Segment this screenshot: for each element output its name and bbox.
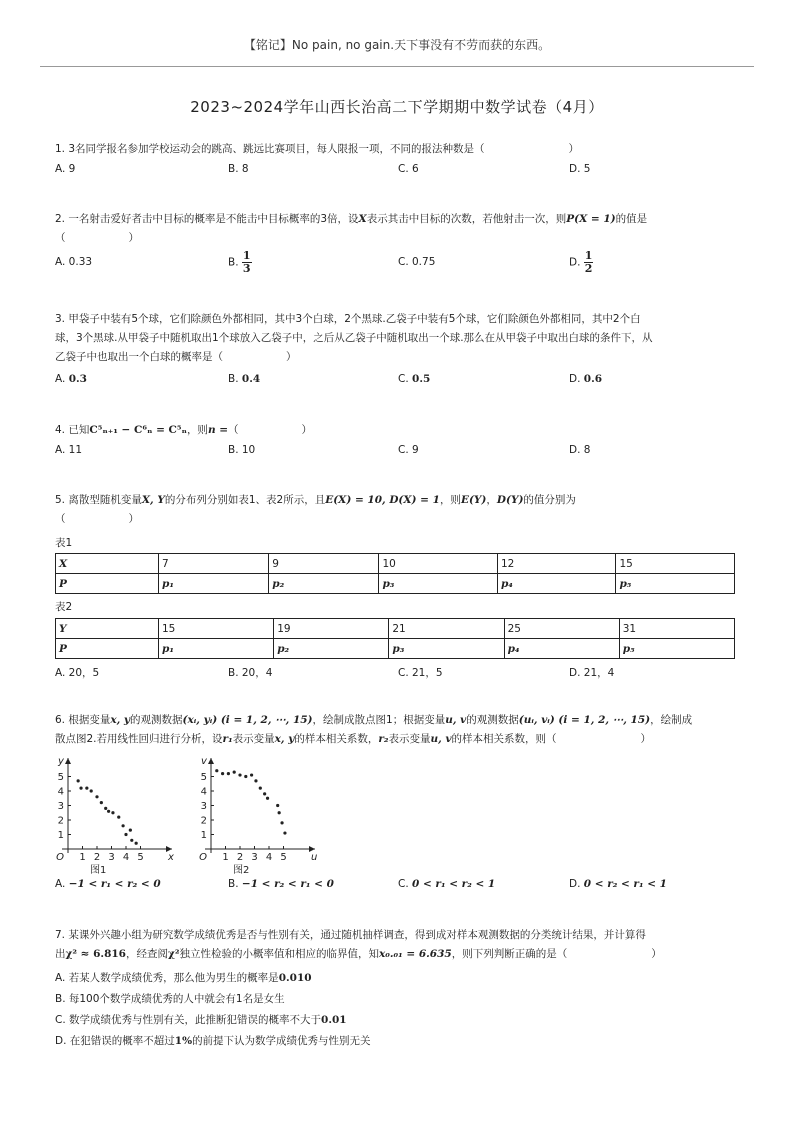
table-cell: p₄ [497, 574, 616, 594]
option-d[interactable]: D. 21，4 [569, 667, 615, 679]
x-tick-label: 1 [222, 852, 229, 863]
q4-expr-2: n = [207, 424, 229, 436]
question-4-options [55, 444, 745, 464]
question-7-text [55, 926, 745, 964]
y-tick-label: 3 [200, 801, 207, 812]
table-cell: p₂ [274, 639, 389, 659]
data-point [250, 773, 253, 776]
q5-text-a: 5. 离散型随机变量 [55, 494, 142, 506]
y-tick-label: 5 [57, 772, 64, 783]
fraction-den: 2 [584, 262, 593, 275]
data-point [129, 829, 132, 832]
option-text: 的前提下认为数学成绩优秀与性别无关 [192, 1035, 371, 1047]
table-cell: P [56, 639, 159, 659]
option-value: 0.5 [412, 373, 431, 385]
question-2-options [55, 249, 745, 276]
option-a[interactable] [55, 968, 745, 989]
table-cell: 7 [159, 554, 269, 574]
q6-math: x, y [110, 714, 131, 726]
q7-text: 独立性检验的小概率值和相应的临界值，知 [179, 948, 380, 960]
q5-expr-2: E(Y) [460, 494, 487, 506]
data-point [124, 833, 127, 836]
option-a[interactable]: A. 9 [55, 163, 76, 175]
option-value: 0.6 [583, 373, 603, 385]
q6-math: (xᵢ, yᵢ) (i = 1, 2, ⋯, 15) [182, 714, 313, 726]
table-cell: p₂ [269, 574, 379, 594]
question-5-text [55, 491, 745, 529]
q4-text-c: （ ） [228, 424, 313, 436]
y-axis-label: y [58, 756, 64, 767]
option-d[interactable]: D. 8 [569, 444, 591, 456]
data-point [122, 824, 125, 827]
x-tick-label: 5 [137, 852, 144, 863]
option-prefix: A. [55, 878, 66, 890]
x-tick-label: 2 [93, 852, 101, 863]
option-value: −1 < r₂ < r₁ < 0 [241, 878, 334, 890]
option-c[interactable] [398, 373, 430, 385]
x-tick-label: 4 [265, 852, 273, 863]
x-tick-label: 3 [251, 852, 258, 863]
data-point [95, 795, 98, 798]
q7-text: ，经查阅 [126, 948, 168, 960]
data-point [90, 789, 93, 792]
option-a[interactable]: A. 20，5 [55, 667, 100, 679]
question-6-options [55, 878, 745, 898]
option-prefix: B. [228, 878, 239, 890]
question-1-text: 1. 3名同学报名参加学校运动会的跳高、跳远比赛项目，每人限报一项，不同的报法种数是（ ） [55, 143, 580, 155]
scatter-plot-2 [195, 752, 323, 876]
table-row [56, 639, 735, 659]
q2-text-a: 2. 一名射击爱好者击中目标的概率是不能击中目标概率的3倍，设 [55, 213, 359, 225]
option-a[interactable]: A. 11 [55, 444, 83, 456]
table-cell: 31 [619, 619, 734, 639]
option-prefix: D. [569, 878, 581, 890]
x-tick-label: 4 [122, 852, 130, 863]
data-point [263, 792, 266, 795]
option-c[interactable]: C. 21，5 [398, 667, 443, 679]
option-c[interactable]: C. 9 [398, 444, 419, 456]
data-point [77, 779, 80, 782]
table-row [56, 554, 735, 574]
q6-text: 的观测数据 [466, 714, 519, 726]
scatter-plot-1 [52, 752, 180, 876]
figure-caption: 图2 [233, 865, 250, 876]
y-tick-label: 5 [200, 772, 207, 783]
q5-text-c: ，则 [439, 494, 461, 506]
table-cell: p₁ [159, 574, 269, 594]
option-b-fraction [242, 250, 252, 275]
table-cell: p₃ [389, 639, 504, 659]
data-point [280, 821, 283, 824]
q2-text-b: 表示其击中目标的次数，若他射击一次，则 [366, 213, 567, 225]
data-point [135, 842, 138, 845]
q6-math: x, y [274, 733, 295, 745]
q4-text-a: 4. 已知 [55, 424, 90, 436]
q2-var: X [358, 213, 367, 225]
q6-math: r₁ [222, 733, 233, 745]
data-point [254, 779, 257, 782]
y-tick-label: 2 [200, 815, 207, 827]
option-text: A. 若某人数学成绩优秀，那么他为男生的概率是 [55, 972, 279, 984]
x-tick-label: 5 [280, 852, 287, 863]
option-d[interactable] [569, 878, 667, 890]
option-a[interactable]: A. 0.33 [55, 256, 93, 268]
question-2-text [55, 210, 745, 248]
q7-line-1: 7. 某课外兴趣小组为研究数学成绩优秀是否与性别有关，通过随机抽样调查，得到成对样本观测数据的分类统计结果，并计算得 [55, 929, 646, 941]
option-b[interactable] [228, 878, 334, 890]
table-cell: 12 [497, 554, 616, 574]
q6-math: (uᵢ, vᵢ) (i = 1, 2, ⋯, 15) [518, 714, 651, 726]
origin-label: O [56, 852, 64, 863]
q6-text: ，绘制成散点图1；根据变量 [312, 714, 446, 726]
option-d-prefix: D. [569, 256, 581, 269]
table-cell: 19 [274, 619, 389, 639]
table-cell: Y [56, 619, 159, 639]
q6-math: u, v [445, 714, 467, 726]
q5-sep: ， [486, 494, 497, 506]
table-cell: p₄ [504, 639, 619, 659]
table-cell: 9 [269, 554, 379, 574]
x-tick-label: 2 [236, 852, 244, 863]
table-cell: P [56, 574, 159, 594]
q6-text: ，绘制成 [650, 714, 693, 726]
table-cell: p₃ [379, 574, 498, 594]
question-5-options [55, 665, 745, 685]
table-1 [55, 553, 735, 594]
q6-text: 6. 根据变量 [55, 714, 111, 726]
option-math: 1% [174, 1035, 193, 1047]
option-b[interactable]: B. 8 [228, 163, 249, 175]
table-cell: X [56, 554, 159, 574]
option-prefix: B. [228, 373, 239, 385]
q6-text: 表示变量 [388, 733, 431, 745]
y-axis-label: v [201, 756, 207, 767]
y-axis-arrow [208, 758, 214, 764]
q6-math: u, v [430, 733, 452, 745]
option-prefix: A. [55, 373, 66, 385]
question-7-options [55, 968, 745, 1052]
data-point [117, 816, 120, 819]
data-point [244, 775, 247, 778]
data-point [276, 804, 279, 807]
option-prefix: C. [398, 373, 409, 385]
y-tick-label: 4 [200, 786, 207, 798]
q7-text: ，则下列判断正确的是（ ） [451, 948, 662, 960]
q2-text-c: 的值是 [615, 213, 648, 225]
option-math: 0.01 [321, 1014, 347, 1026]
x-tick-label: 3 [108, 852, 115, 863]
option-value: −1 < r₁ < r₂ < 0 [68, 878, 161, 890]
table-1-label: 表1 [55, 537, 73, 549]
option-prefix: C. [398, 878, 409, 890]
option-a[interactable] [55, 878, 161, 890]
q6-math: r₂ [378, 733, 389, 745]
q7-math: χ² ≈ 6.816 [65, 948, 126, 960]
q5-vars: X, Y [141, 494, 165, 506]
option-b[interactable]: B. 20，4 [228, 667, 273, 679]
data-point [221, 772, 224, 775]
x-axis-label: u [311, 852, 318, 863]
data-point [233, 771, 236, 774]
data-point [111, 811, 114, 814]
q3-line-3: 乙袋子中也取出一个白球的概率是（ ） [55, 351, 297, 363]
data-point [215, 769, 218, 772]
q5-expr-3: D(Y) [496, 494, 524, 506]
option-text: D. 在犯错误的概率不超过 [55, 1035, 175, 1047]
q7-math: x₀.₀₁ = 6.635 [379, 948, 452, 960]
q3-line-2: 球，3个黑球.从甲袋子中随机取出1个球放入乙袋子中，之后从乙袋子中随机取出一个球.那么在从甲袋子中取出白球的条件下，从 [55, 332, 653, 344]
question-3-text [55, 310, 745, 367]
header-divider [40, 66, 754, 67]
x-axis-label: x [168, 852, 174, 863]
option-d[interactable] [55, 1031, 745, 1052]
option-d[interactable]: D. 5 [569, 163, 591, 175]
option-b[interactable]: B. 10 [228, 444, 256, 456]
data-point [278, 811, 281, 814]
q6-text: 散点图2.若用线性回归进行分析，设 [55, 733, 223, 745]
y-tick-label: 1 [200, 830, 207, 841]
table-cell: 21 [389, 619, 504, 639]
option-d[interactable] [569, 373, 602, 385]
data-point [130, 839, 133, 842]
question-1-options [55, 163, 745, 183]
data-point [79, 787, 82, 790]
data-point [283, 831, 286, 834]
data-point [104, 807, 107, 810]
table-cell: p₅ [619, 639, 734, 659]
y-tick-label: 2 [57, 815, 64, 827]
table-row [56, 574, 735, 594]
y-tick-label: 3 [57, 801, 64, 812]
option-d-fraction [584, 250, 594, 275]
data-point [100, 801, 103, 804]
fraction-num: 1 [242, 249, 251, 262]
option-a[interactable] [55, 373, 87, 385]
table-row [56, 619, 735, 639]
fraction-num: 1 [584, 249, 593, 262]
q7-math: χ² [168, 948, 180, 960]
option-c[interactable]: C. 6 [398, 163, 419, 175]
page-title: 2023~2024学年山西长治高二下学期期中数学试卷（4月） [190, 98, 604, 116]
data-point [238, 773, 241, 776]
option-c[interactable]: C. 0.75 [398, 256, 436, 268]
table-cell: 15 [159, 619, 274, 639]
table-cell: 25 [504, 619, 619, 639]
q6-text: 的样本相关系数，则（ ） [451, 733, 652, 745]
option-c[interactable] [398, 878, 495, 890]
q6-text: 的观测数据 [130, 714, 183, 726]
table-2 [55, 618, 735, 659]
option-d[interactable] [569, 250, 593, 275]
option-b-prefix: B. [228, 256, 239, 269]
option-b[interactable] [228, 250, 252, 275]
data-point [107, 810, 110, 813]
q5-paren: （ ） [55, 513, 139, 525]
option-c[interactable] [55, 1010, 745, 1031]
option-b[interactable] [228, 373, 260, 385]
option-value: 0 < r₁ < r₂ < 1 [412, 878, 496, 890]
q5-text-d: 的值分别为 [523, 494, 576, 506]
table-cell: 10 [379, 554, 498, 574]
q6-text: 的样本相关系数， [294, 733, 379, 745]
table-cell: p₁ [159, 639, 274, 659]
q4-text-b: ，则 [186, 424, 208, 436]
q3-line-1: 3. 甲袋子中装有5个球，它们除颜色外都相同，其中3个白球，2个黑球.乙袋子中装有5个球，它们除颜色外都相同，其中2个白 [55, 313, 641, 325]
y-tick-label: 4 [57, 786, 64, 798]
question-6-text [55, 711, 745, 749]
option-value: 0.3 [68, 373, 87, 385]
option-b[interactable]: B. 每100个数学成绩优秀的人中就会有1名是女生 [55, 993, 285, 1005]
question-4-text [55, 421, 745, 440]
y-tick-label: 1 [57, 830, 64, 841]
x-tick-label: 1 [79, 852, 86, 863]
option-value: 0.4 [241, 373, 261, 385]
q6-text: 表示变量 [232, 733, 275, 745]
y-axis-arrow [65, 758, 71, 764]
data-point [85, 787, 88, 790]
table-2-label: 表2 [55, 601, 73, 613]
q5-text-b: 的分布列分别如表1、表2所示，且 [164, 494, 326, 506]
option-value: 0 < r₂ < r₁ < 1 [583, 878, 667, 890]
q2-expr: P(X = 1) [566, 213, 616, 225]
option-prefix: D. [569, 373, 581, 385]
q5-expr: E(X) = 10, D(X) = 1 [325, 494, 440, 506]
table-cell: 15 [616, 554, 735, 574]
q2-paren: （ ） [55, 232, 139, 244]
data-point [259, 787, 262, 790]
q7-text: 出 [55, 948, 66, 960]
header-motto: 【铭记】No pain, no gain.天下事没有不劳而获的东西。 [243, 38, 551, 52]
option-math: 0.010 [278, 972, 312, 984]
origin-label: O [199, 852, 207, 863]
fraction-den: 3 [242, 262, 251, 275]
figure-caption: 图1 [90, 865, 107, 876]
data-point [266, 797, 269, 800]
data-point [227, 772, 230, 775]
option-text: C. 数学成绩优秀与性别有关，此推断犯错误的概率不大于 [55, 1014, 322, 1026]
q4-expr: C⁵ₙ₊₁ − C⁶ₙ = C⁵ₙ [89, 424, 187, 436]
table-cell: p₅ [616, 574, 735, 594]
question-3-options [55, 373, 745, 393]
